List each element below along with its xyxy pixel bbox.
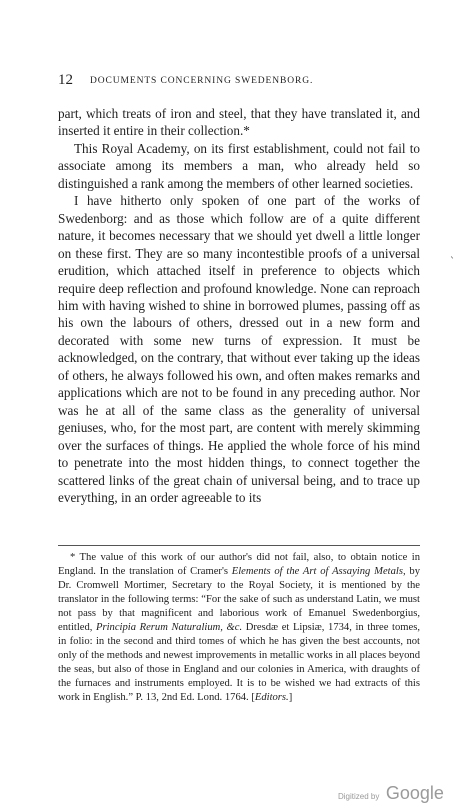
footnote (58, 551, 420, 706)
running-head: DOCUMENTS CONCERNING SWEDENBORG. (90, 76, 314, 86)
body-text (58, 105, 420, 506)
paragraph: I have hitherto only spoken of one part of the works of Swedenborg: and as those which follow are of a quite different nature, it becomes necessary that we should yet dwell a little longer on these first. They are so many incontestible proofs of a universal erudition, which attached itself in preference to objects which require deep reflection and profound knowledge. None can reproach him with having wished to shine in borrowed plumes, passing off as his own the labours of others, dressed out in a new form and decorated with some new turns of expression. It must be acknowledged, on the contrary, that without ever taking up the ideas of others, he always followed his own, and often makes remarks and applications which are not to be found in any preceding author. Nor was he at all of the same class as the generality of universal geniuses, who, for the most part, are content with merely skimming over the surfaces of things. He applied the whole force of his mind to penetrate into the most hidden things, to connect together the scattered links of the great chain of universal being, and to trace up everything, in an order agreeable to its (58, 193, 420, 505)
footnote-text: Dresdæ et Lipsiæ, 1734, in three tomes, in folio: in the second and third tomes of which he has given the best accounts, not only of the methods and newest improvements in metallic works in all places beyond the seas, but also of those in England and our colonies in America, with draughts of the furnaces and instruments employed. It is to be wished we had extracts of this work in English.” P. 13, 2nd Ed. Lond. 1764. [ (58, 622, 420, 704)
digitized-watermark (338, 783, 444, 804)
footnote-title-cramer: Elements of the Art of Assaying Metals, (231, 566, 406, 578)
footnote-text: ] (288, 692, 293, 704)
stray-mark: ` (450, 257, 455, 268)
paragraph: part, which treats of iron and steel, that they have translated it, and inserted it entire in their collection.* (58, 106, 420, 139)
footnote-title-principia: Principia Rerum Naturalium, &c. (96, 622, 243, 634)
footnote-paragraph (58, 551, 420, 706)
paragraph: This Royal Academy, on its first establishment, could not fail to associate among its members a man, who already held so distinguished a rank among the members of other learned societies. (58, 140, 420, 191)
footnote-text: * The value of this work of our author's did not fail, also, to obtain notice in England. In the translation of Cramer's (58, 552, 420, 578)
footnote-rule (58, 545, 420, 546)
footnote-text: by Dr. Cromwell Mortimer, Secretary to the Royal Society, it is mentioned by the translator in the following terms: “For the sake of such as understand Latin, we must not pass by that magnificent and laborious work of Emanuel Swedenborgius, entitled, (58, 566, 420, 634)
watermark-prefix: Digitized by (338, 792, 380, 801)
google-logo: Google (385, 783, 444, 803)
page-number: 12 (58, 72, 73, 88)
footnote-editors: Editors. (254, 692, 289, 704)
